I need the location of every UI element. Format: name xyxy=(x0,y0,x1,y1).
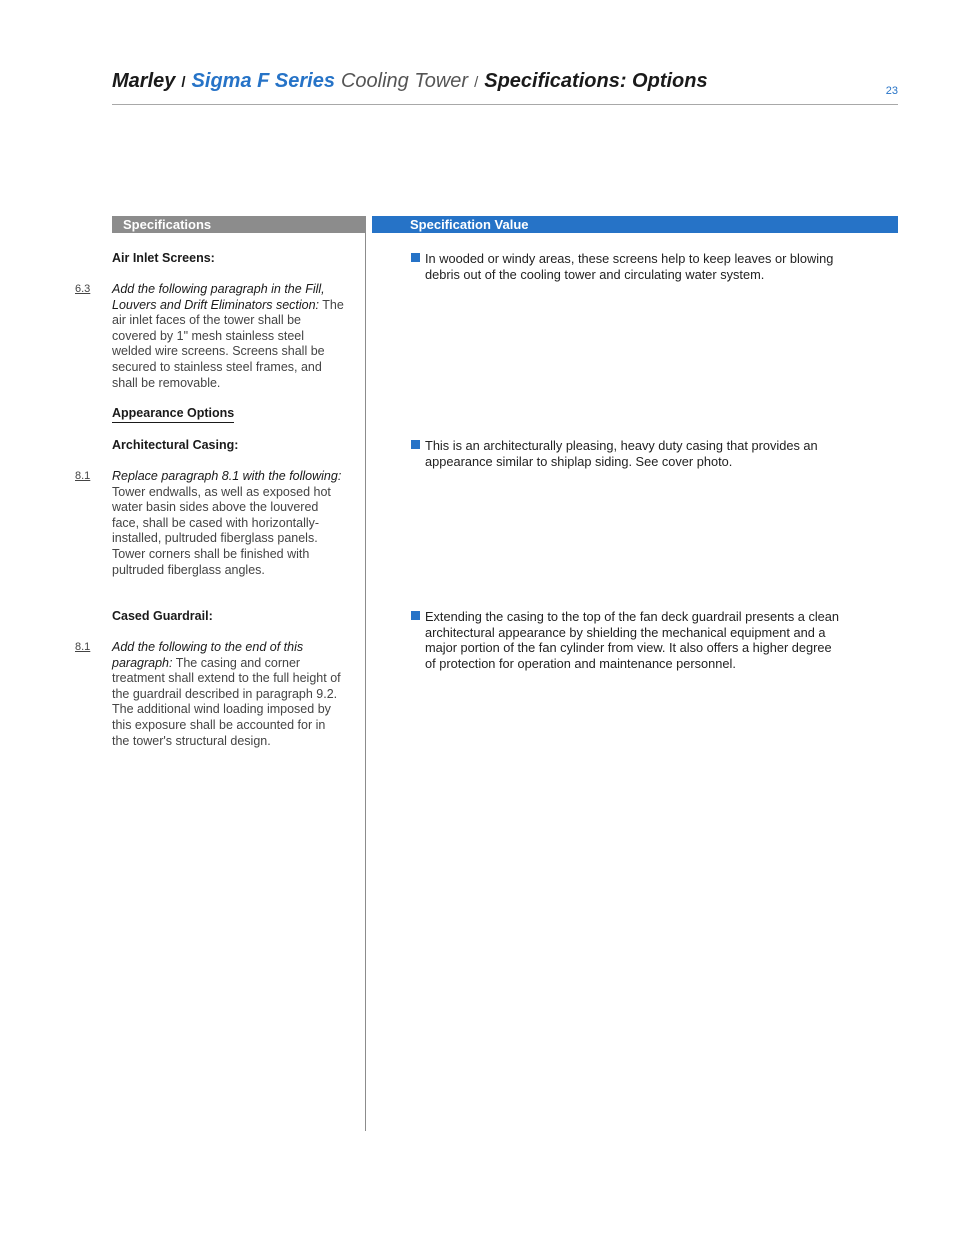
paragraph-body: The casing and corner treatment shall extend to the full height of the guardrail described in paragraph 9.2. The additional wind loading imposed by this exposure shall be accounted for in the tower's structural design. xyxy=(112,655,341,748)
bullet-square-icon xyxy=(411,253,420,262)
bullet-square-icon xyxy=(411,611,420,620)
architectural-casing-paragraph xyxy=(112,469,344,578)
architectural-casing-value xyxy=(411,438,843,469)
bullet-square-icon xyxy=(411,440,420,449)
cased-guardrail-paragraph xyxy=(112,640,344,749)
paragraph-instruction: Add the following to the end of this paragraph: xyxy=(112,640,304,670)
paragraph-instruction: Add the following paragraph in the Fill, Louvers and Drift Eliminators section: xyxy=(112,282,325,312)
title-separator: / xyxy=(181,74,186,91)
page-title xyxy=(112,70,708,93)
paragraph-instruction: Replace paragraph 8.1 with the following: xyxy=(112,469,342,483)
air-inlet-screens-heading: Air Inlet Screens: xyxy=(112,251,215,265)
series-name: Sigma F Series xyxy=(191,70,335,92)
paragraph-body: Tower endwalls, as well as exposed hot water basin sides above the louvered face, shall be cased with horizontally-installed, pultruded fiberglass panels. Tower corners shall be finished with pultruded fiberglass angles. xyxy=(112,484,331,577)
value-text: Extending the casing to the top of the fan deck guardrail presents a clean architectural appearance by shielding the mechanical equipment and a major portion of the fan cylinder from view. It also offers a higher degree of protection for operation and maintenance personnel. xyxy=(425,609,840,671)
title-separator: / xyxy=(474,74,479,91)
value-text: In wooded or windy areas, these screens help to keep leaves or blowing debris out of the cooling tower and circulating water system. xyxy=(425,251,834,282)
specifications-column-header: Specifications xyxy=(112,216,366,233)
cased-guardrail-heading: Cased Guardrail: xyxy=(112,609,213,623)
cased-guardrail-value xyxy=(411,609,843,671)
air-inlet-screens-paragraph xyxy=(112,282,344,391)
paragraph-number: 8.1 xyxy=(75,641,91,653)
paragraph-body: The air inlet faces of the tower shall be covered by 1" mesh stainless steel welded wire screens. Screens shall be secured to stainless steel frames, and shall be removable. xyxy=(112,297,344,390)
paragraph-number: 8.1 xyxy=(75,470,91,482)
section-name: Specifications: Options xyxy=(484,70,708,92)
brand-name: Marley xyxy=(112,70,176,92)
page-number: 23 xyxy=(885,85,898,97)
product-name: Cooling Tower xyxy=(340,70,469,92)
air-inlet-screens-value xyxy=(411,251,843,282)
header-rule xyxy=(112,104,898,105)
value-text: This is an architecturally pleasing, heavy duty casing that provides an appearance similar to shiplap siding. See cover photo. xyxy=(425,438,818,469)
specification-value-column-header: Specification Value xyxy=(372,216,898,233)
column-divider xyxy=(365,233,366,1131)
paragraph-number: 6.3 xyxy=(75,283,91,295)
appearance-options-heading: Appearance Options xyxy=(112,406,234,420)
architectural-casing-heading: Architectural Casing: xyxy=(112,438,239,452)
page-header xyxy=(112,70,898,104)
